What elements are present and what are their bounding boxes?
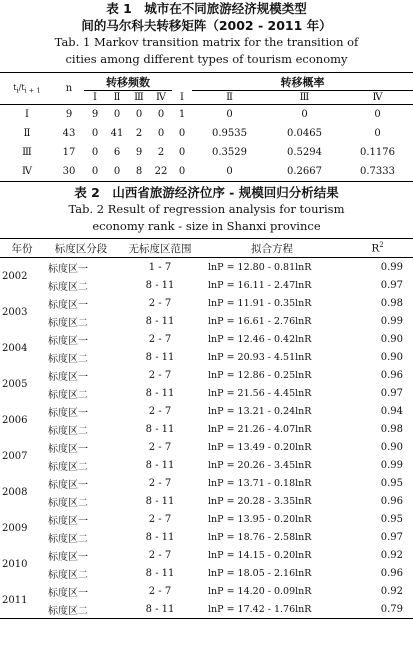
cell-freq: 0 (135, 109, 143, 120)
cell-freq: 9 (135, 147, 143, 158)
table-row (0, 258, 413, 277)
table1-header-probability: 转移概率 (192, 73, 413, 91)
cell-range: 2 - 7 (148, 333, 172, 345)
table-row (0, 276, 413, 294)
table1-subheader: Ⅳ (342, 91, 413, 105)
table-row (0, 564, 413, 582)
cell-equation: lnP = 11.91 - 0.35lnR (208, 297, 312, 309)
table2-body (0, 258, 413, 619)
cell-year: 2010 (2, 558, 28, 570)
cell-freq: 0 (91, 147, 99, 158)
table1-header-n: n (54, 73, 84, 105)
table1-subheader: Ⅳ (150, 91, 172, 105)
cell-range: 8 - 11 (145, 603, 175, 615)
cell-n: 43 (62, 128, 76, 139)
table2-caption-en-line1: Tab. 2 Result of regression analysis for tourism (68, 202, 345, 216)
table2-header-range: 无标度区范围 (118, 239, 202, 258)
cell-segment: 标度区二 (48, 605, 88, 617)
markov-transition-table (0, 72, 413, 182)
table-row (0, 294, 413, 312)
table2-caption-en-line2: economy rank - size in Shanxi province (92, 219, 321, 233)
row-label: Ⅲ (22, 147, 32, 158)
table-row (0, 366, 413, 384)
cell-prob: 0 (178, 166, 186, 177)
cell-prob: 0.7333 (360, 166, 395, 177)
cell-r2: 0.96 (380, 567, 403, 579)
table1-header-row1 (0, 73, 413, 91)
cell-segment: 标度区一 (48, 551, 88, 563)
cell-equation: lnP = 20.93 - 4.51lnR (208, 351, 312, 363)
cell-segment: 标度区一 (48, 263, 88, 275)
cell-r2: 0.97 (380, 387, 403, 399)
cell-freq: 0 (113, 109, 121, 120)
cell-year: 2004 (2, 342, 28, 354)
cell-equation: lnP = 13.21 - 0.24lnR (208, 405, 312, 417)
table1-caption-cn-line1: 表 1 城市在不同旅游经济规模类型 (106, 1, 307, 16)
cell-range: 2 - 7 (148, 513, 172, 525)
table-row (0, 312, 413, 330)
cell-prob: 0 (178, 147, 186, 158)
cell-r2: 0.96 (380, 495, 403, 507)
cell-range: 8 - 11 (145, 567, 175, 579)
cell-year: 2006 (2, 414, 28, 426)
table-row (0, 105, 413, 125)
cell-segment: 标度区二 (48, 533, 88, 545)
cell-segment: 标度区一 (48, 479, 88, 491)
table2-header-row (0, 239, 413, 258)
cell-freq: 2 (157, 147, 165, 158)
cell-range: 2 - 7 (148, 297, 172, 309)
cell-equation: lnP = 13.95 - 0.20lnR (208, 513, 312, 525)
cell-r2: 0.97 (380, 531, 403, 543)
cell-freq: 0 (157, 128, 165, 139)
cell-r2: 0.79 (380, 603, 403, 615)
table-row (0, 474, 413, 492)
row-label: Ⅳ (22, 166, 32, 177)
cell-year: 2011 (2, 594, 28, 606)
cell-r2: 0.90 (380, 333, 403, 345)
table1-subheader: Ⅱ (106, 91, 128, 105)
cell-equation: lnP = 20.26 - 3.45lnR (208, 459, 312, 471)
table-row (0, 510, 413, 528)
cell-equation: lnP = 21.56 - 4.45lnR (208, 387, 312, 399)
table1-header-ti: $t_i/t_{i + 1}$ (0, 73, 54, 105)
cell-prob: 0.2667 (287, 166, 322, 177)
cell-range: 8 - 11 (145, 315, 175, 327)
cell-n: 9 (65, 109, 73, 120)
table1-subheader: Ⅰ (172, 91, 192, 105)
cell-equation: lnP = 16.11 - 2.47lnR (208, 279, 312, 291)
cell-r2: 0.98 (380, 423, 403, 435)
cell-range: 1 - 7 (148, 261, 172, 273)
cell-year: 2005 (2, 378, 28, 390)
cell-range: 2 - 7 (148, 549, 172, 561)
cell-equation: lnP = 21.26 - 4.07lnR (208, 423, 312, 435)
cell-r2: 0.95 (380, 513, 403, 525)
cell-equation: lnP = 12.80 - 0.81lnR (208, 261, 312, 273)
regression-result-table (0, 238, 413, 619)
table1-header-frequency: 转移频数 (84, 73, 172, 91)
table1-subheader: Ⅱ (192, 91, 267, 105)
cell-equation: lnP = 12.86 - 0.25lnR (208, 369, 312, 381)
table-row (0, 492, 413, 510)
cell-prob: 0 (226, 109, 233, 120)
table-row (0, 582, 413, 600)
cell-range: 2 - 7 (148, 441, 172, 453)
cell-equation: lnP = 20.28 - 3.35lnR (208, 495, 312, 507)
table-row (0, 384, 413, 402)
cell-freq: 22 (154, 166, 168, 177)
cell-range: 8 - 11 (145, 423, 175, 435)
table-row (0, 402, 413, 420)
cell-n: 17 (62, 147, 76, 158)
cell-segment: 标度区二 (48, 317, 88, 329)
cell-freq: 2 (135, 128, 143, 139)
cell-r2: 0.95 (380, 477, 403, 489)
cell-segment: 标度区二 (48, 461, 88, 473)
cell-r2: 0.90 (380, 441, 403, 453)
cell-segment: 标度区二 (48, 389, 88, 401)
cell-prob: 0 (374, 109, 381, 120)
cell-prob: 0.1176 (360, 147, 395, 158)
cell-range: 2 - 7 (148, 585, 172, 597)
cell-prob: 0 (226, 166, 233, 177)
cell-prob: 0.5294 (287, 147, 322, 158)
cell-segment: 标度区一 (48, 371, 88, 383)
cell-segment: 标度区一 (48, 587, 88, 599)
table1-subheader: Ⅲ (128, 91, 150, 105)
cell-equation: lnP = 14.15 - 0.20lnR (208, 549, 312, 561)
table-row (0, 330, 413, 348)
cell-segment: 标度区一 (48, 443, 88, 455)
cell-equation: lnP = 17.42 - 1.76lnR (208, 603, 312, 615)
cell-segment: 标度区二 (48, 497, 88, 509)
cell-segment: 标度区二 (48, 569, 88, 581)
cell-freq: 0 (91, 128, 99, 139)
table1-subheader: Ⅲ (267, 91, 342, 105)
cell-segment: 标度区二 (48, 281, 88, 293)
cell-r2: 0.92 (380, 585, 403, 597)
cell-r2: 0.97 (380, 279, 403, 291)
table-row (0, 124, 413, 143)
cell-range: 8 - 11 (145, 531, 175, 543)
cell-prob: 0.9535 (212, 128, 247, 139)
cell-prob: 0 (178, 128, 186, 139)
cell-prob: 0 (301, 109, 308, 120)
cell-freq: 0 (157, 109, 165, 120)
cell-r2: 0.96 (380, 369, 403, 381)
table2-caption-cn: 表 2 山西省旅游经济位序 - 规模回归分析结果 (74, 185, 339, 200)
table2-header-equation: 拟合方程 (202, 239, 342, 258)
table-row (0, 438, 413, 456)
cell-equation: lnP = 18.05 - 2.16lnR (208, 567, 312, 579)
row-label: Ⅱ (23, 128, 31, 139)
cell-range: 2 - 7 (148, 369, 172, 381)
table-row (0, 143, 413, 162)
cell-year: 2003 (2, 306, 28, 318)
cell-freq: 9 (91, 109, 99, 120)
cell-equation: lnP = 18.76 - 2.58lnR (208, 531, 312, 543)
table1-subheader: Ⅰ (84, 91, 106, 105)
cell-segment: 标度区一 (48, 299, 88, 311)
table1-caption-cn-line2: 间的马尔科夫转移矩阵（2002 - 2011 年） (81, 18, 332, 33)
cell-prob: 1 (178, 109, 186, 120)
cell-equation: lnP = 14.20 - 0.09lnR (208, 585, 312, 597)
table-row (0, 600, 413, 619)
cell-r2: 0.90 (380, 351, 403, 363)
cell-range: 8 - 11 (145, 495, 175, 507)
table-row (0, 162, 413, 182)
table-row (0, 420, 413, 438)
cell-freq: 0 (113, 166, 121, 177)
table2-header-segment: 标度区分段 (44, 239, 118, 258)
cell-freq: 41 (110, 128, 124, 139)
table1-caption-en-line2: cities among different types of tourism economy (65, 52, 348, 66)
table-row (0, 348, 413, 366)
table-row (0, 528, 413, 546)
table2-header-year: 年份 (0, 239, 44, 258)
cell-prob: 0.3529 (212, 147, 247, 158)
cell-year: 2008 (2, 486, 28, 498)
table2-caption (0, 184, 413, 235)
cell-segment: 标度区二 (48, 353, 88, 365)
cell-range: 8 - 11 (145, 279, 175, 291)
row-label: Ⅰ (25, 109, 29, 120)
cell-year: 2007 (2, 450, 28, 462)
cell-range: 8 - 11 (145, 351, 175, 363)
cell-segment: 标度区一 (48, 407, 88, 419)
cell-equation: lnP = 13.71 - 0.18lnR (208, 477, 312, 489)
cell-r2: 0.99 (380, 315, 403, 327)
cell-r2: 0.99 (380, 261, 403, 273)
cell-equation: lnP = 13.49 - 0.20lnR (208, 441, 312, 453)
cell-prob: 0.0465 (287, 128, 322, 139)
cell-freq: 0 (91, 166, 99, 177)
cell-r2: 0.98 (380, 297, 403, 309)
cell-year: 2002 (2, 270, 28, 282)
cell-equation: lnP = 12.46 - 0.42lnR (208, 333, 312, 345)
cell-range: 8 - 11 (145, 459, 175, 471)
cell-range: 2 - 7 (148, 477, 172, 489)
cell-prob: 0 (374, 128, 381, 139)
cell-r2: 0.99 (380, 459, 403, 471)
cell-equation: lnP = 16.61 - 2.76lnR (208, 315, 312, 327)
cell-freq: 6 (113, 147, 121, 158)
table-row (0, 546, 413, 564)
table1-caption (0, 0, 413, 68)
table2-header-r2: $R^2$ (342, 239, 413, 258)
cell-r2: 0.94 (380, 405, 403, 417)
table1-caption-en-line1: Tab. 1 Markov transition matrix for the transition of (54, 35, 359, 49)
cell-year: 2009 (2, 522, 28, 534)
cell-range: 2 - 7 (148, 405, 172, 417)
table-row (0, 456, 413, 474)
cell-freq: 8 (135, 166, 143, 177)
cell-r2: 0.92 (380, 549, 403, 561)
cell-segment: 标度区一 (48, 515, 88, 527)
cell-segment: 标度区二 (48, 425, 88, 437)
cell-range: 8 - 11 (145, 387, 175, 399)
cell-n: 30 (62, 166, 76, 177)
cell-segment: 标度区一 (48, 335, 88, 347)
